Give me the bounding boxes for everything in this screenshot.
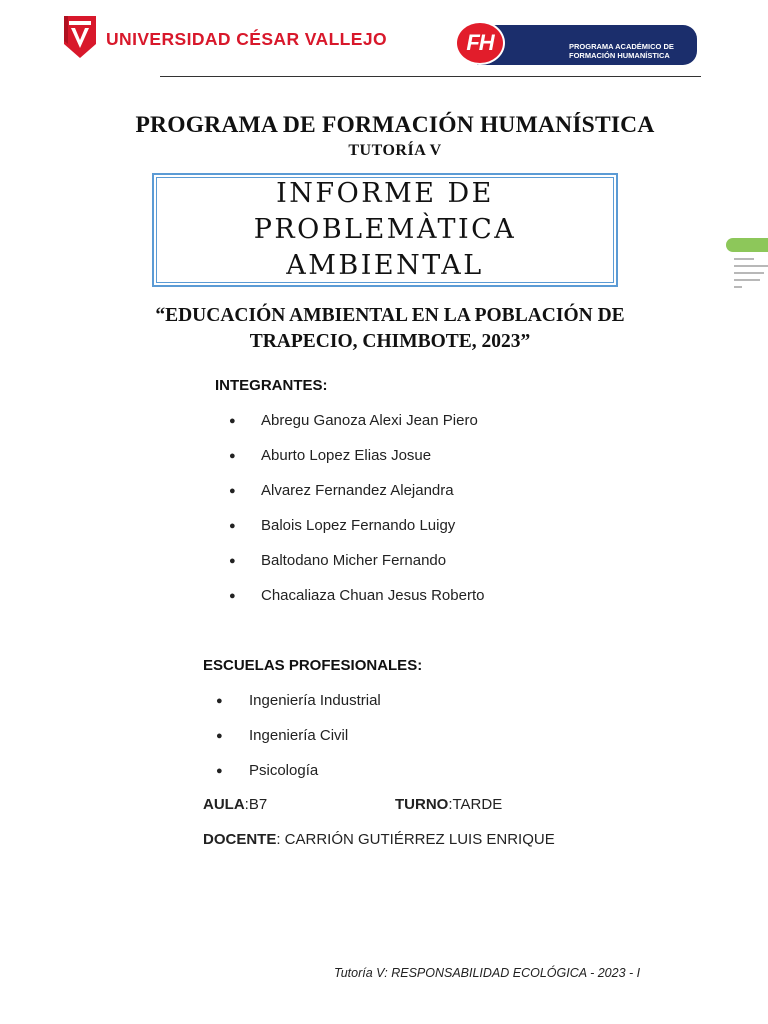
program-title: PROGRAMA DE FORMACIÓN HUMANÍSTICA [135, 112, 655, 138]
report-subtitle [140, 303, 640, 355]
bullet-icon: ● [229, 415, 236, 427]
report-title-box-inner [156, 177, 614, 283]
turno-label: TURNO [395, 796, 449, 813]
member-name: Balois Lopez Fernando Luigy [261, 517, 456, 534]
aula-value: :B7 [244, 796, 268, 813]
page-footer: Tutoría V: RESPONSABILIDAD ECOLÓGICA - 2023 - I [334, 966, 641, 980]
side-thumbnail [726, 238, 768, 288]
program-logo-text [569, 42, 674, 60]
university-name: UNIVERSIDAD CÉSAR VALLEJO [106, 29, 387, 49]
member-name: Alvarez Fernandez Alejandra [261, 482, 454, 499]
university-shield-icon [62, 14, 98, 60]
bullet-icon: ● [229, 555, 236, 567]
aula-row [203, 796, 267, 813]
thumb-line [734, 286, 742, 288]
program-logo-text-line2: FORMACIÓN HUMANÍSTICA [569, 51, 670, 60]
docente-row [203, 831, 555, 848]
escuelas-heading: ESCUELAS PROFESIONALES: [203, 657, 423, 674]
fh-letters: FH [466, 30, 494, 55]
member-name: Aburto Lopez Elias Josue [261, 447, 432, 464]
aula-label: AULA [203, 796, 245, 813]
docente-value: : CARRIÓN GUTIÉRREZ LUIS ENRIQUE [276, 831, 555, 848]
side-thumbnail-bar [726, 238, 768, 252]
report-title-line3: AMBIENTAL [286, 250, 484, 281]
docente-label: DOCENTE [203, 831, 277, 848]
bullet-icon: ● [229, 590, 236, 602]
bullet-icon: ● [229, 520, 236, 532]
bullet-icon: ● [216, 730, 223, 742]
bullet-icon: ● [216, 765, 223, 777]
member-name: Chacaliaza Chuan Jesus Roberto [261, 587, 485, 604]
program-logo [455, 19, 697, 67]
subtitle-line2: TRAPECIO, CHIMBOTE, 2023” [249, 331, 531, 352]
tutoria-heading: TUTORÍA V [348, 142, 442, 159]
report-title-line1: INFORME DE [276, 178, 494, 209]
thumb-line [734, 265, 768, 267]
report-title [235, 176, 535, 284]
thumb-line [734, 279, 760, 281]
bullet-icon: ● [216, 695, 223, 707]
school-name: Ingeniería Industrial [249, 692, 381, 709]
school-name: Psicología [249, 762, 319, 779]
integrantes-heading: INTEGRANTES: [215, 377, 328, 394]
program-logo-text-line1: PROGRAMA ACADÉMICO DE [569, 42, 674, 51]
school-name: Ingeniería Civil [249, 727, 349, 744]
turno-value: :TARDE [448, 796, 503, 813]
subtitle-line1: “EDUCACIÓN AMBIENTAL EN LA POBLACIÓN DE [155, 305, 625, 326]
fh-circle-icon [455, 21, 505, 65]
bullet-icon: ● [229, 450, 236, 462]
report-title-box [152, 173, 618, 287]
report-title-line2: PROBLEMÀTICA [253, 214, 517, 245]
thumb-line [734, 258, 754, 260]
university-logo [62, 14, 387, 62]
member-name: Baltodano Micher Fernando [261, 552, 447, 569]
bullet-icon: ● [229, 485, 236, 497]
member-name: Abregu Ganoza Alexi Jean Piero [261, 412, 478, 429]
turno-row [395, 796, 502, 813]
program-logo-banner [477, 25, 697, 65]
header-divider [160, 76, 701, 77]
thumb-line [734, 272, 764, 274]
